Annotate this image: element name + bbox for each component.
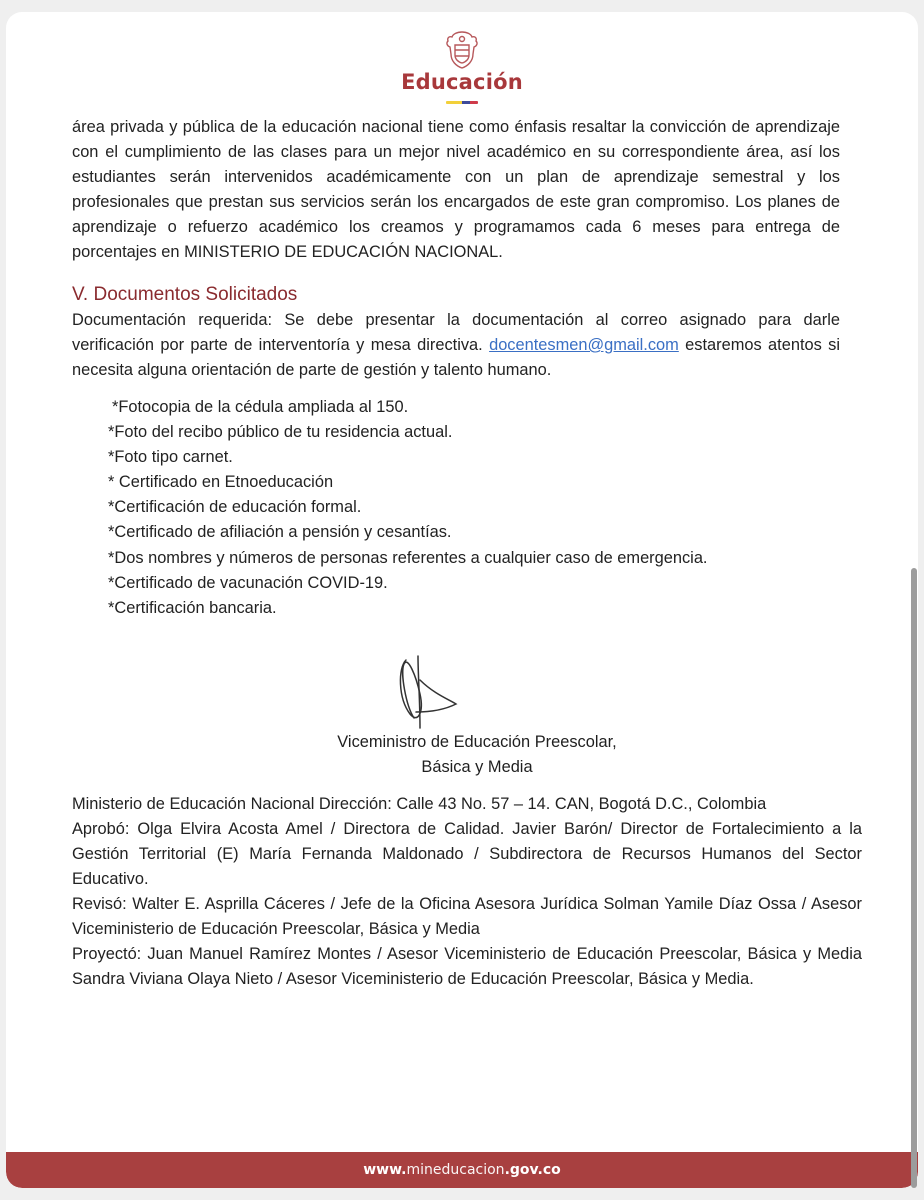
section-title: V. Documentos Solicitados bbox=[72, 284, 298, 305]
document-credits bbox=[72, 792, 862, 992]
list-item: *Certificado de vacunación COVID-19. bbox=[108, 573, 388, 592]
signer-title bbox=[6, 730, 918, 780]
footer-url-middle: mineducacion bbox=[406, 1162, 505, 1178]
requirements-paragraph bbox=[72, 308, 840, 383]
address-line: Ministerio de Educación Nacional Dirección: Calle 43 No. 57 – 14. CAN, Bogotá D.C., Colombia bbox=[72, 795, 767, 813]
vertical-scrollbar-thumb[interactable] bbox=[911, 568, 917, 1188]
list-item: * Certificado en Etnoeducación bbox=[108, 473, 334, 492]
list-item: *Certificación bancaria. bbox=[108, 598, 277, 617]
list-item: *Certificado de afiliación a pensión y cesantías. bbox=[108, 523, 452, 542]
list-item: *Dos nombres y números de personas referentes a cualquier caso de emergencia. bbox=[108, 548, 708, 567]
signer-title-line2: Básica y Media bbox=[421, 758, 533, 776]
list-item: *Foto del recibo público de tu residencia actual. bbox=[108, 423, 453, 442]
requirements-text-after: estaremos atentos si necesita alguna orientación de parte de gestión y talento humano. bbox=[72, 336, 840, 379]
list-item: *Fotocopia de la cédula ampliada al 150. bbox=[112, 398, 409, 416]
intro-paragraph: área privada y pública de la educación nacional tiene como énfasis resaltar la convicción de aprendizaje con el cumplimiento de las clases para un mejor nivel académico en su correspondiente área, así los estudiantes serán intervenidos académicamente con un plan de aprendizaje semestral y los profesionales que prestan sus servicios serán los encargados de este gran compromiso. Los planes de aprendizaje o refuerzo académico los creamos y programamos cada 6 meses para entrega de porcentajes en MINISTERIO DE EDUCACIÓN NACIONAL. bbox=[72, 118, 840, 261]
projected-by: Proyectó: Juan Manuel Ramírez Montes / Asesor Viceministerio de Educación Preescolar, Básica y Media Sandra Viviana Olaya Nieto / Asesor Viceministerio de Educación Preescolar, Básica y Media. bbox=[72, 945, 862, 988]
logo-text: Educación bbox=[401, 70, 523, 94]
ministry-logo bbox=[6, 28, 918, 108]
document-page bbox=[6, 12, 918, 1188]
colombia-coat-of-arms-icon bbox=[443, 28, 481, 72]
email-link[interactable]: docentesmen@gmail.com bbox=[489, 336, 679, 354]
footer-url-suffix: .gov.co bbox=[504, 1162, 561, 1178]
footer-url-prefix: www. bbox=[363, 1162, 407, 1178]
handwritten-signature bbox=[394, 650, 470, 730]
colombia-flag-bar bbox=[446, 101, 478, 104]
footer-band bbox=[6, 1152, 918, 1188]
reviewed-by: Revisó: Walter E. Asprilla Cáceres / Jefe de la Oficina Asesora Jurídica Solman Yamile Díaz Ossa / Asesor Viceministerio de Educación Preescolar, Básica y Media bbox=[72, 895, 862, 938]
documents-list bbox=[72, 395, 840, 621]
signer-title-line1: Viceministro de Educación Preescolar, bbox=[337, 733, 617, 751]
requirements-text-before: Documentación requerida: Se debe presentar la documentación al correo asignado para darle verificación por parte de interventoría y mesa directiva. bbox=[72, 311, 840, 354]
list-item: *Foto tipo carnet. bbox=[108, 448, 233, 467]
approved-by: Aprobó: Olga Elvira Acosta Amel / Directora de Calidad. Javier Barón/ Director de Fortalecimiento a la Gestión Territorial (E) María Fernanda Maldonado / Subdirectora de Recursos Humanos del Sector Educativo. bbox=[72, 820, 862, 888]
document-body bbox=[72, 115, 840, 621]
list-item: *Certificación de educación formal. bbox=[108, 498, 362, 517]
